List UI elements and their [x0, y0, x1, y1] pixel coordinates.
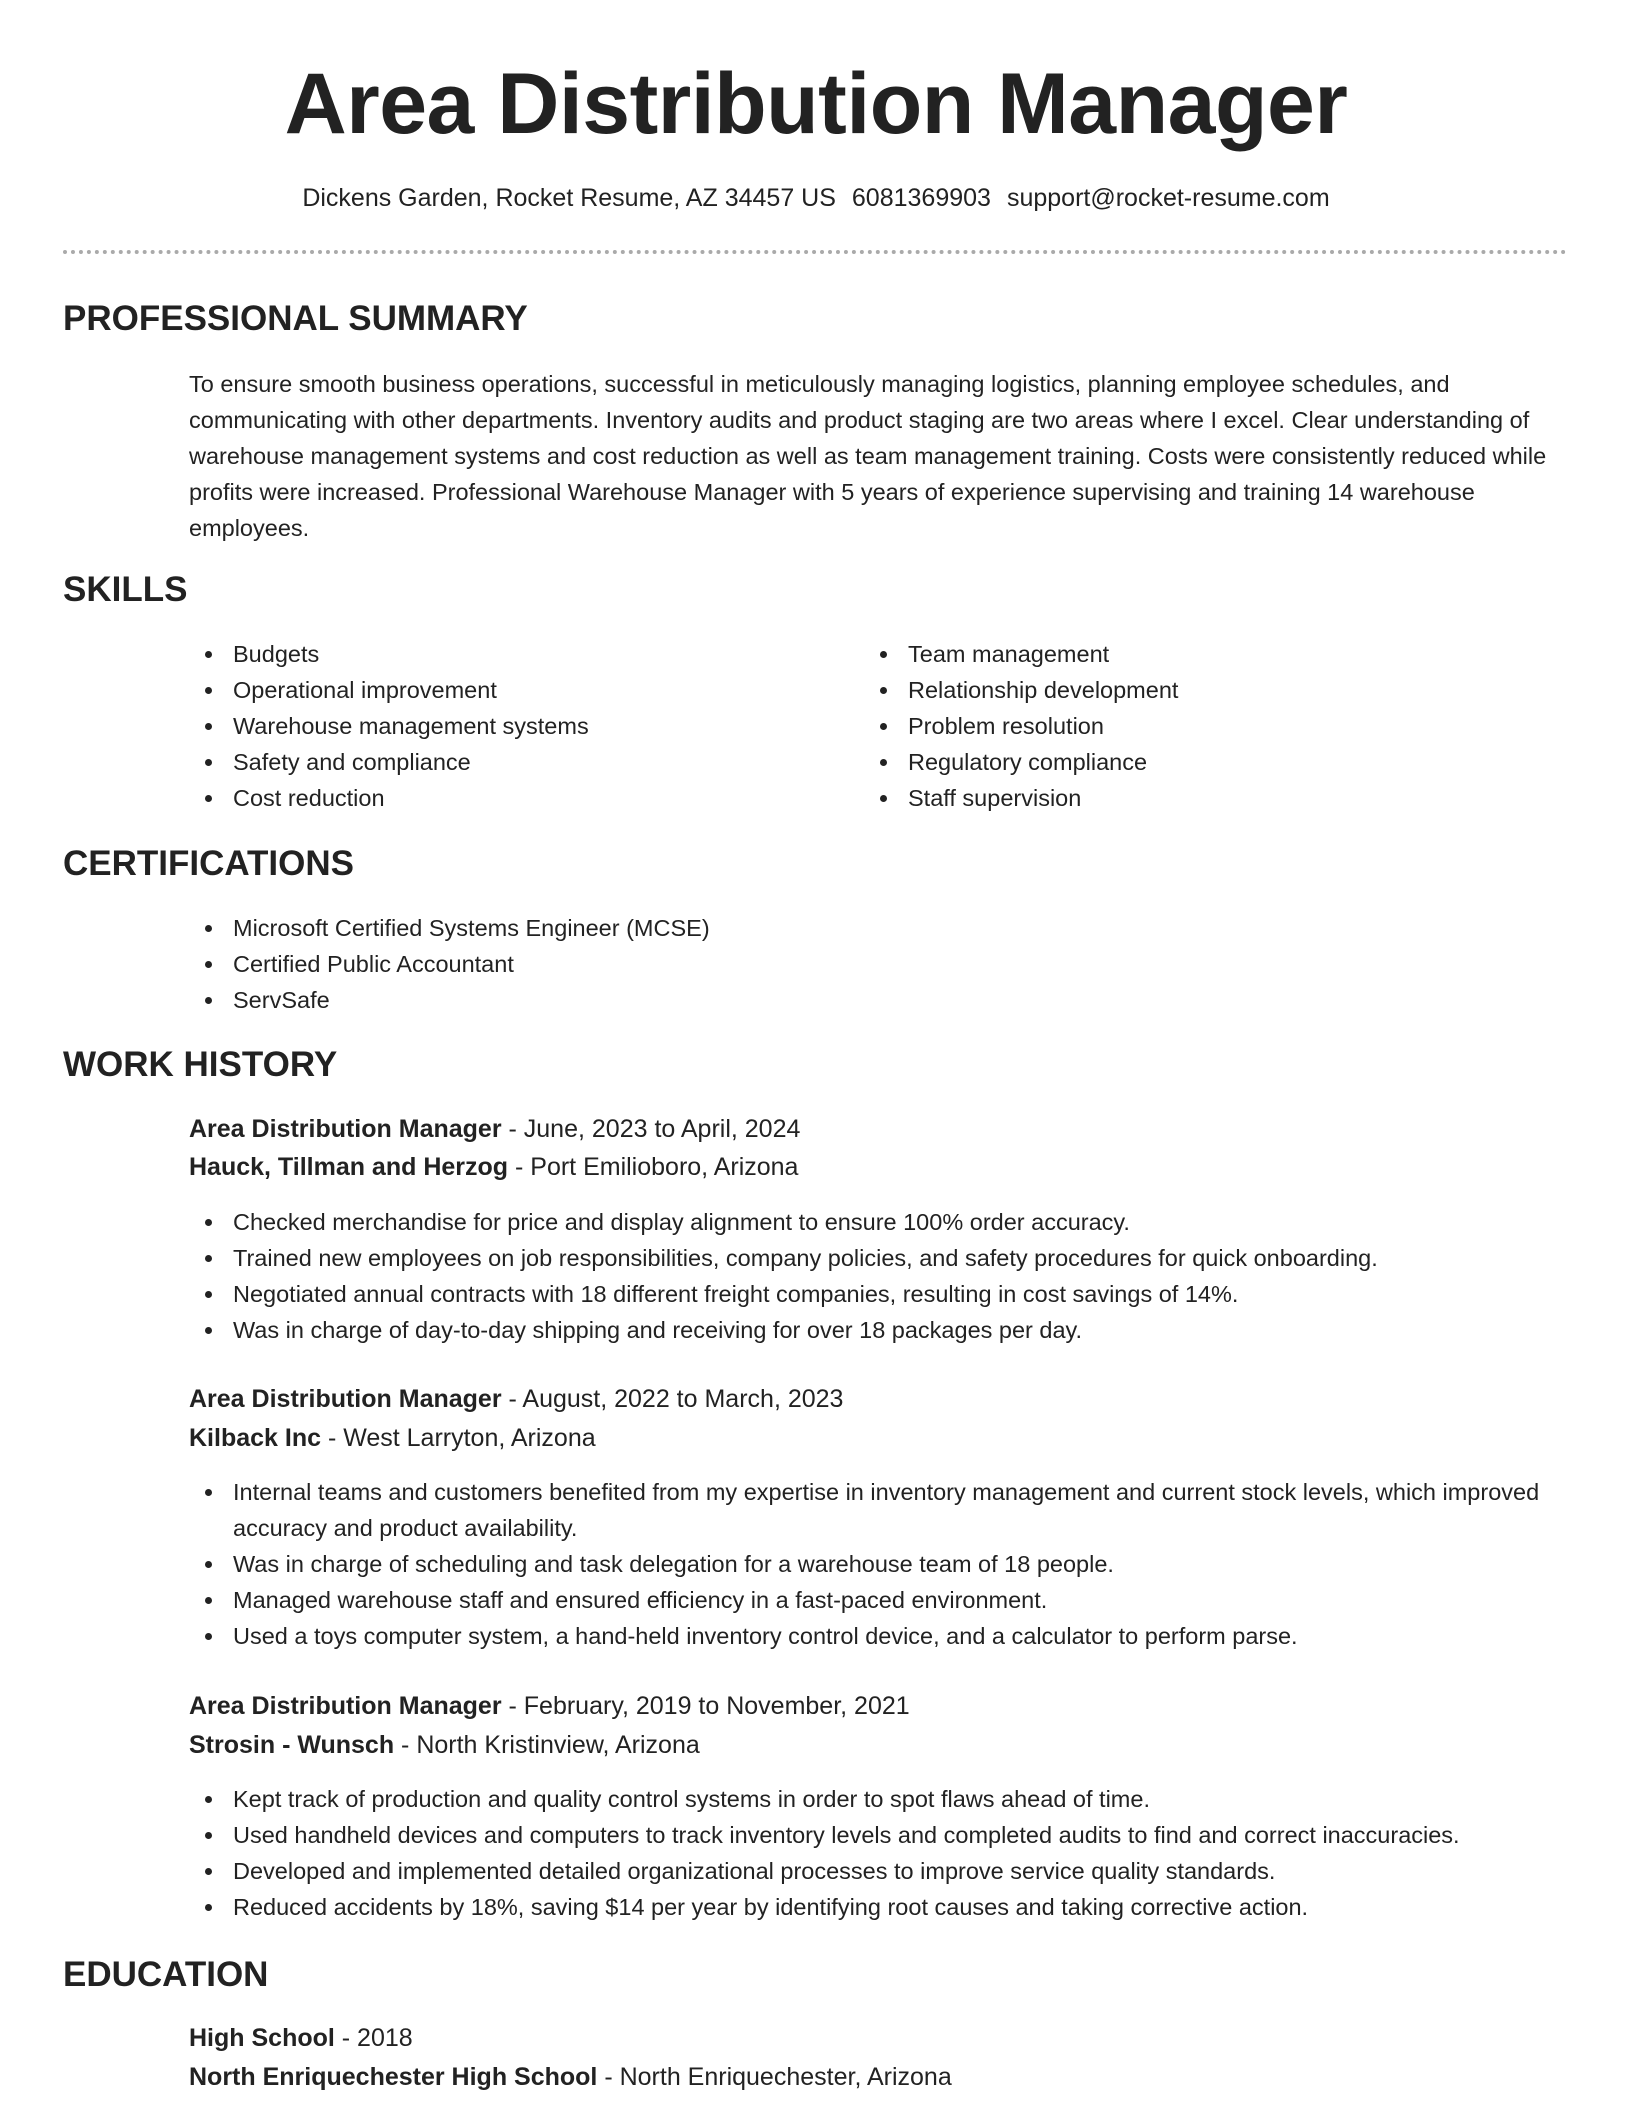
- section-title-work-history: WORK HISTORY: [63, 1045, 338, 1084]
- contact-phone: 6081369903: [851, 184, 991, 212]
- skill-item: Relationship development: [864, 672, 1504, 708]
- contact-address: Dickens Garden, Rocket Resume, AZ 34457 US: [302, 184, 836, 212]
- job-title-line: [189, 1381, 843, 1417]
- education-degree: High School: [189, 2024, 335, 2052]
- job-dates: - August, 2022 to March, 2023: [501, 1385, 844, 1413]
- job-company: Strosin - Wunsch: [189, 1731, 395, 1759]
- job-dates: - February, 2019 to November, 2021: [501, 1692, 910, 1720]
- job-bullet: Used handheld devices and computers to track inventory levels and completed audits to find and correct inaccuracies.: [189, 1817, 1569, 1853]
- summary-text: To ensure smooth business operations, successful in meticulously managing logistics, planning employee schedules, and communicating with other departments. Inventory audits and product staging are two areas where I excel. Clear understanding of warehouse management systems and cost reduction as well as team management training. Costs were consistently reduced while profits were increased. Professional Warehouse Manager with 5 years of experience supervising and training 14 warehouse employees.: [189, 371, 1547, 541]
- job-title: Area Distribution Manager: [189, 1692, 502, 1720]
- certifications-list: [189, 910, 1561, 1018]
- job-bullet: Reduced accidents by 18%, saving $14 per year by identifying root causes and taking corrective action.: [189, 1889, 1569, 1925]
- job-bullet: Was in charge of day-to-day shipping and receiving for over 18 packages per day.: [189, 1312, 1569, 1348]
- job-title: Area Distribution Manager: [189, 1115, 502, 1143]
- job-bullet: Was in charge of scheduling and task delegation for a warehouse team of 18 people.: [189, 1546, 1569, 1582]
- certification-item: ServSafe: [189, 982, 1561, 1018]
- section-title-education: EDUCATION: [63, 1955, 269, 1994]
- skill-item: Operational improvement: [189, 672, 829, 708]
- education-year: - 2018: [334, 2024, 413, 2052]
- job-bullets: [189, 1204, 1569, 1348]
- section-title-summary: PROFESSIONAL SUMMARY: [63, 299, 528, 338]
- job-bullet: Negotiated annual contracts with 18 different freight companies, resulting in cost savings of 14%.: [189, 1276, 1569, 1312]
- section-title-skills: SKILLS: [63, 570, 188, 609]
- job-bullets: [189, 1781, 1569, 1925]
- job-company-line: [189, 1149, 798, 1185]
- job-bullets: [189, 1474, 1569, 1654]
- job-bullet: Checked merchandise for price and display alignment to ensure 100% order accuracy.: [189, 1204, 1569, 1240]
- skill-item: Cost reduction: [189, 780, 829, 816]
- certification-item: Microsoft Certified Systems Engineer (MCSE): [189, 910, 1561, 946]
- skills-list-left: [189, 636, 829, 816]
- job-title-line: [189, 1111, 800, 1147]
- job-company: Kilback Inc: [189, 1424, 321, 1452]
- job-title: Area Distribution Manager: [189, 1385, 502, 1413]
- education-school: North Enriquechester High School: [189, 2063, 598, 2091]
- contact-line: [0, 181, 1632, 215]
- skills-list-right: [864, 636, 1504, 816]
- job-company-line: [189, 1727, 700, 1763]
- job-bullet: Developed and implemented detailed organizational processes to improve service quality standards.: [189, 1853, 1569, 1889]
- header-divider: [63, 250, 1567, 254]
- skill-item: Warehouse management systems: [189, 708, 829, 744]
- job-bullet: Trained new employees on job responsibilities, company policies, and safety procedures for quick onboarding.: [189, 1240, 1569, 1276]
- job-bullet: Internal teams and customers benefited from my expertise in inventory management and current stock levels, which improved accuracy and product availability.: [189, 1474, 1569, 1546]
- job-location: - North Kristinview, Arizona: [394, 1731, 700, 1759]
- job-company: Hauck, Tillman and Herzog: [189, 1153, 509, 1181]
- skill-item: Problem resolution: [864, 708, 1504, 744]
- skill-item: Team management: [864, 636, 1504, 672]
- job-title-line: [189, 1688, 910, 1724]
- job-dates: - June, 2023 to April, 2024: [501, 1115, 801, 1143]
- education-school-line: [189, 2059, 952, 2095]
- job-location: - West Larryton, Arizona: [321, 1424, 596, 1452]
- education-degree-line: [189, 2020, 413, 2056]
- skill-item: Budgets: [189, 636, 829, 672]
- job-bullet: Managed warehouse staff and ensured efficiency in a fast-paced environment.: [189, 1582, 1569, 1618]
- job-bullet: Used a toys computer system, a hand-held inventory control device, and a calculator to perform parse.: [189, 1618, 1569, 1654]
- job-bullet: Kept track of production and quality control systems in order to spot flaws ahead of time.: [189, 1781, 1569, 1817]
- education-location: - North Enriquechester, Arizona: [597, 2063, 952, 2091]
- skill-item: Staff supervision: [864, 780, 1504, 816]
- section-title-certifications: CERTIFICATIONS: [63, 844, 355, 883]
- certification-item: Certified Public Accountant: [189, 946, 1561, 982]
- job-company-line: [189, 1420, 596, 1456]
- skill-item: Safety and compliance: [189, 744, 829, 780]
- resume-name-title: Area Distribution Manager: [284, 56, 1348, 152]
- skill-item: Regulatory compliance: [864, 744, 1504, 780]
- job-location: - Port Emilioboro, Arizona: [508, 1153, 799, 1181]
- contact-email: support@rocket-resume.com: [1006, 184, 1330, 212]
